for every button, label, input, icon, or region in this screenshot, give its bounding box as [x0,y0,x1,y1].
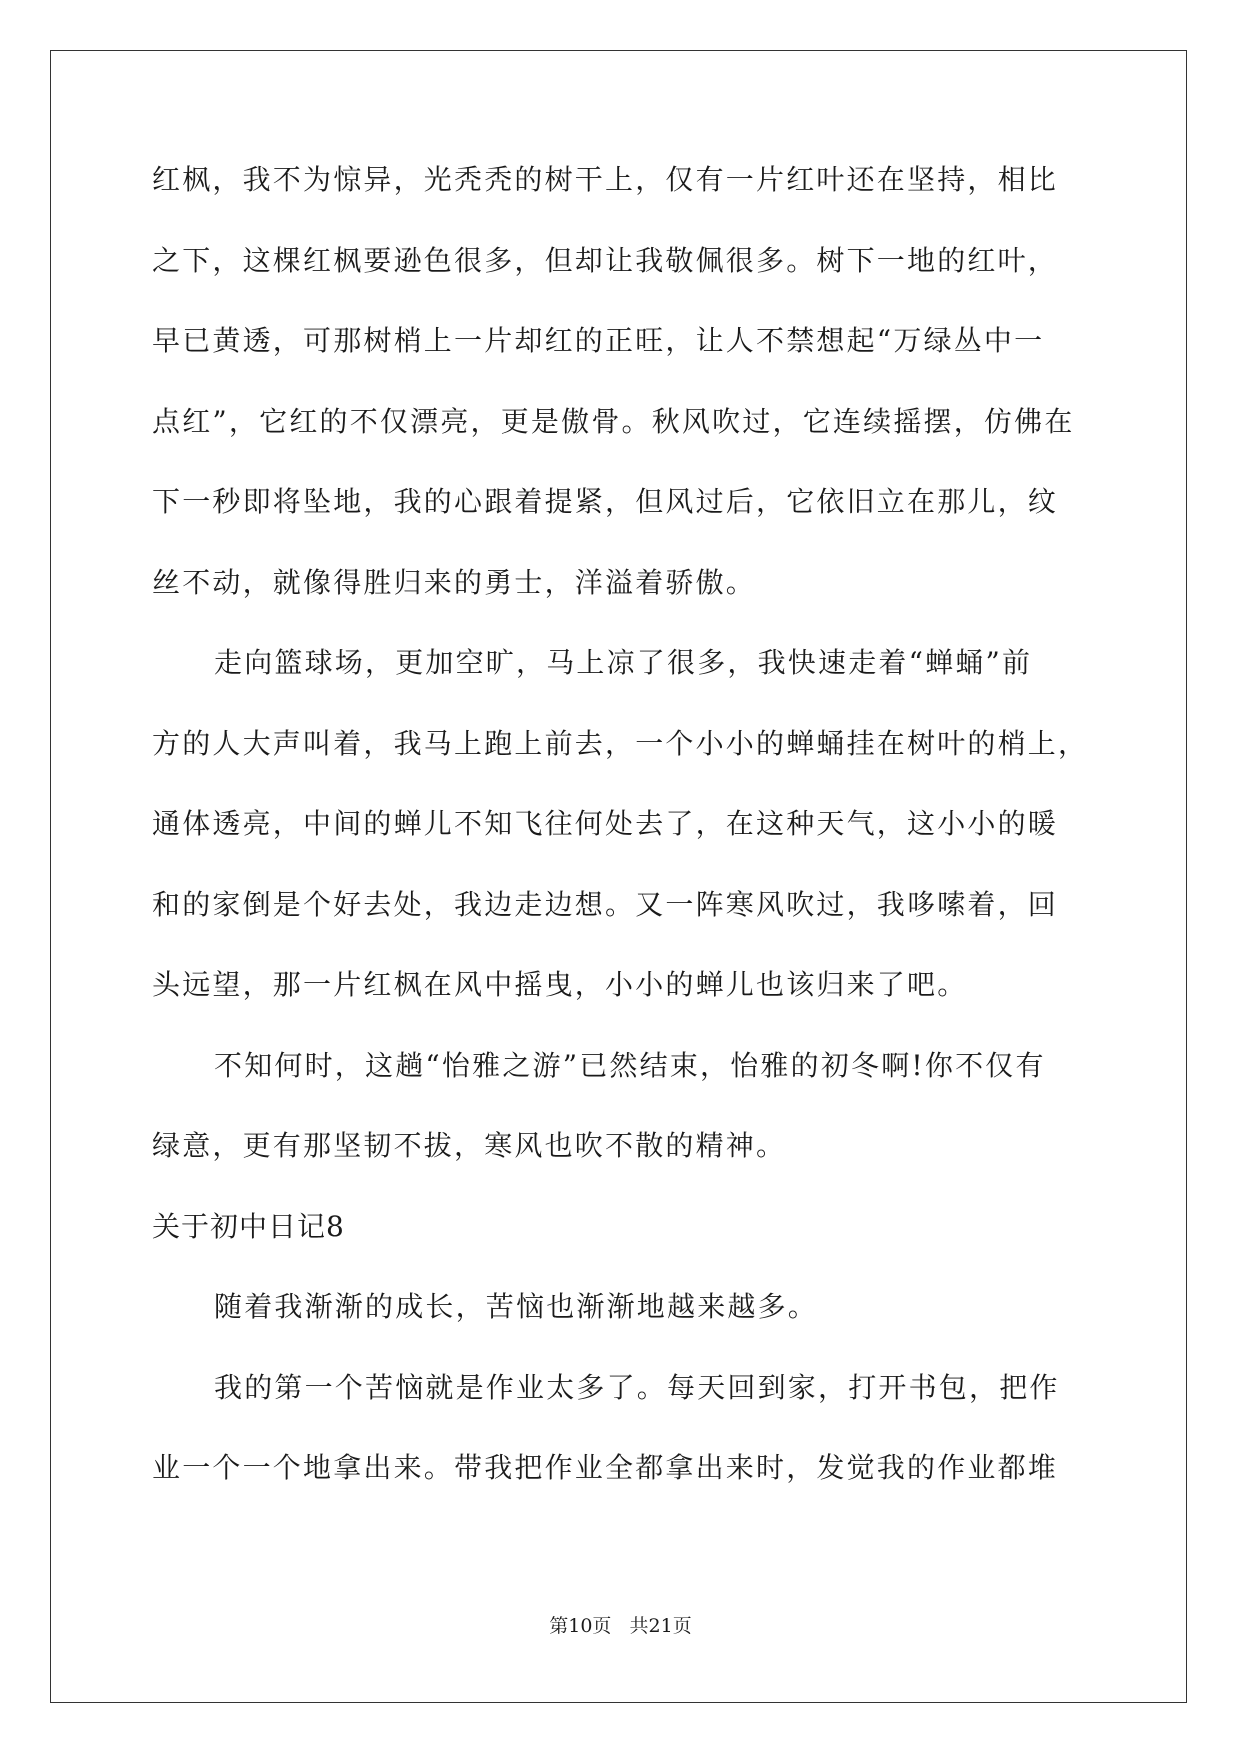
paragraph-start-line: 我的第一个苦恼就是作业太多了。每天回到家，打开书包，把作 [214,1370,1060,1404]
page-number-footer: 第10页 共21页 [549,1615,692,1637]
text-line: 红枫，我不为惊异，光秃秃的树干上，仅有一片红叶还在坚持，相比 [152,163,1059,196]
text-line: 头远望，那一片红枫在风中摇曳，小小的蝉儿也该归来了吧。 [152,968,968,1001]
text-line: 绿意，更有那坚韧不拔，寒风也吹不散的精神。 [152,1129,787,1162]
text-line: 通体透亮，中间的蝉儿不知飞往何处去了，在这种天气，这小小的暖 [152,807,1059,840]
text-line: 方的人大声叫着，我马上跑上前去，一个小小的蝉蛹挂在树叶的梢上， [152,726,1089,760]
paragraph-start-line: 不知何时，这趟“怡雅之游”已然结束，怡雅的初冬啊!你不仅有 [214,1048,1046,1082]
text-line: 点红”，它红的不仅漂亮，更是傲骨。秋风吹过，它连续摇摆，仿佛在 [152,404,1075,438]
document-body [152,160,1092,1529]
paragraph-start-line: 随着我渐渐的成长，苦恼也渐渐地越来越多。 [214,1290,819,1323]
text-line: 丝不动，就像得胜归来的勇士，洋溢着骄傲。 [152,565,757,599]
text-line: 之下，这棵红枫要逊色很多，但却让我敬佩很多。树下一地的红叶， [152,243,1059,277]
text-line: 业一个一个地拿出来。带我把作业全都拿出来时，发觉我的作业都堆 [152,1451,1059,1484]
text-line: 和的家倒是个好去处，我边走边想。又一阵寒风吹过，我哆嗦着，回 [152,887,1059,921]
text-line: 早已黄透，可那树梢上一片却红的正旺，让人不禁想起“万绿丛中一 [152,324,1045,357]
section-heading: 关于初中日记8 [152,1209,345,1243]
paragraph-start-line: 走向篮球场，更加空旷，马上凉了很多，我快速走着“蝉蛹”前 [214,646,1033,679]
text-line: 下一秒即将坠地，我的心跟着提紧，但风过后，它依旧立在那儿，纹 [152,485,1059,518]
